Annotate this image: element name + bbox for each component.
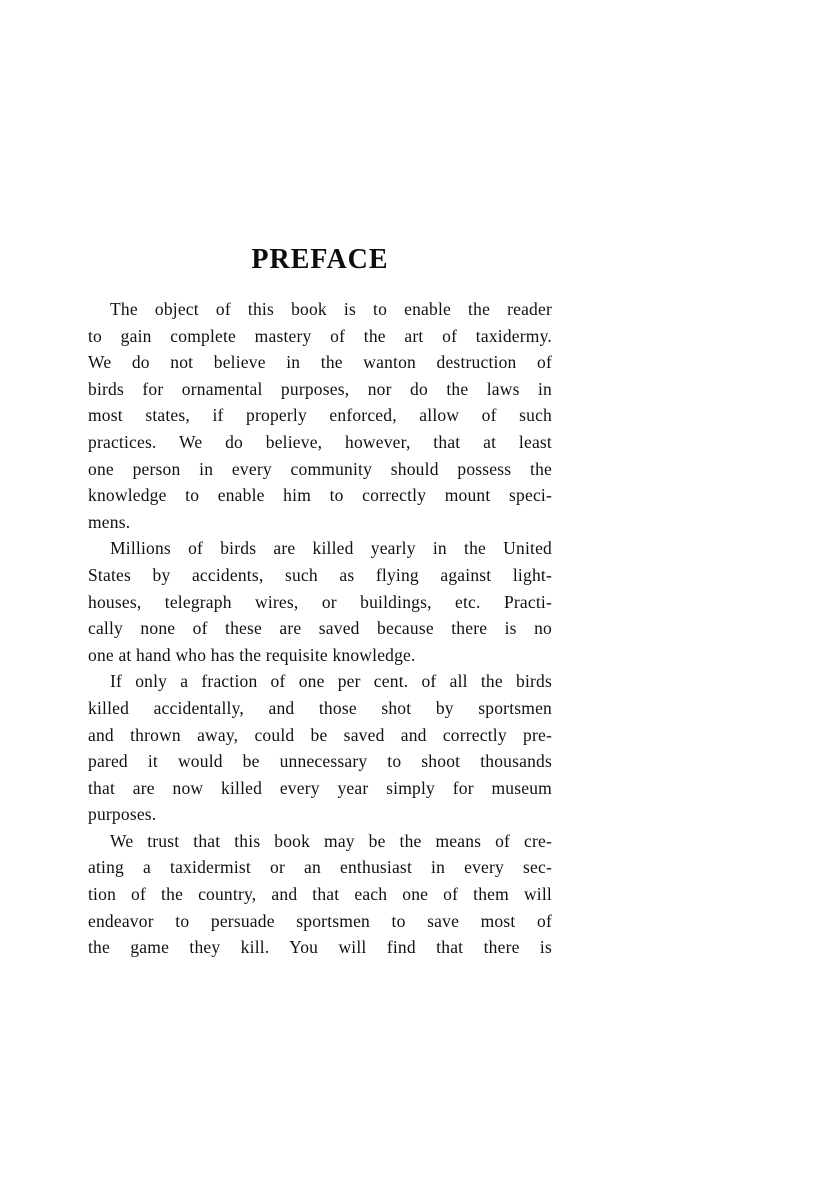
text-line: endeavor to persuade sportsmen to save most of (88, 910, 552, 931)
text-line: the game they kill. You will find that there is (88, 937, 552, 958)
text-line: that are now killed every year simply for museum (88, 777, 552, 798)
preface-body (88, 296, 552, 961)
paragraph-1 (88, 296, 552, 535)
text-line: States by accidents, such as flying against light- (88, 564, 552, 585)
text-line: one person in every community should possess the (88, 458, 552, 479)
paragraph-2 (88, 535, 552, 668)
paragraph-3 (88, 668, 552, 828)
text-line: tion of the country, and that each one of them will (88, 884, 552, 905)
text-line: birds for ornamental purposes, nor do the laws in (88, 378, 552, 399)
text-line: Millions of birds are killed yearly in the United (110, 538, 552, 559)
text-line: The object of this book is to enable the reader (110, 299, 552, 319)
paragraph-4 (88, 828, 552, 961)
text-line: knowledge to enable him to correctly mount speci- (88, 485, 552, 506)
text-line: most states, if properly enforced, allow of such (88, 405, 552, 426)
text-line: ating a taxidermist or an enthusiast in every sec- (88, 857, 552, 878)
text-line: We do not believe in the wanton destruction of (88, 352, 552, 373)
text-line: killed accidentally, and those shot by sportsmen (88, 697, 552, 718)
text-line: practices. We do believe, however, that at least (88, 431, 552, 452)
page-title: PREFACE (251, 244, 389, 275)
text-line: to gain complete mastery of the art of taxidermy. (88, 325, 552, 346)
text-line: mens. (88, 511, 131, 532)
text-line: purposes. (88, 804, 157, 825)
text-line: houses, telegraph wires, or buildings, etc. Practi- (88, 591, 552, 612)
text-line: cally none of these are saved because there is no (88, 618, 552, 639)
text-line: one at hand who has the requisite knowledge. (88, 644, 416, 665)
text-line: and thrown away, could be saved and correctly pre- (88, 724, 552, 745)
text-line: If only a fraction of one per cent. of all the birds (110, 671, 552, 692)
text-line: pared it would be unnecessary to shoot thousands (88, 751, 552, 772)
text-line: We trust that this book may be the means of cre- (110, 830, 552, 851)
